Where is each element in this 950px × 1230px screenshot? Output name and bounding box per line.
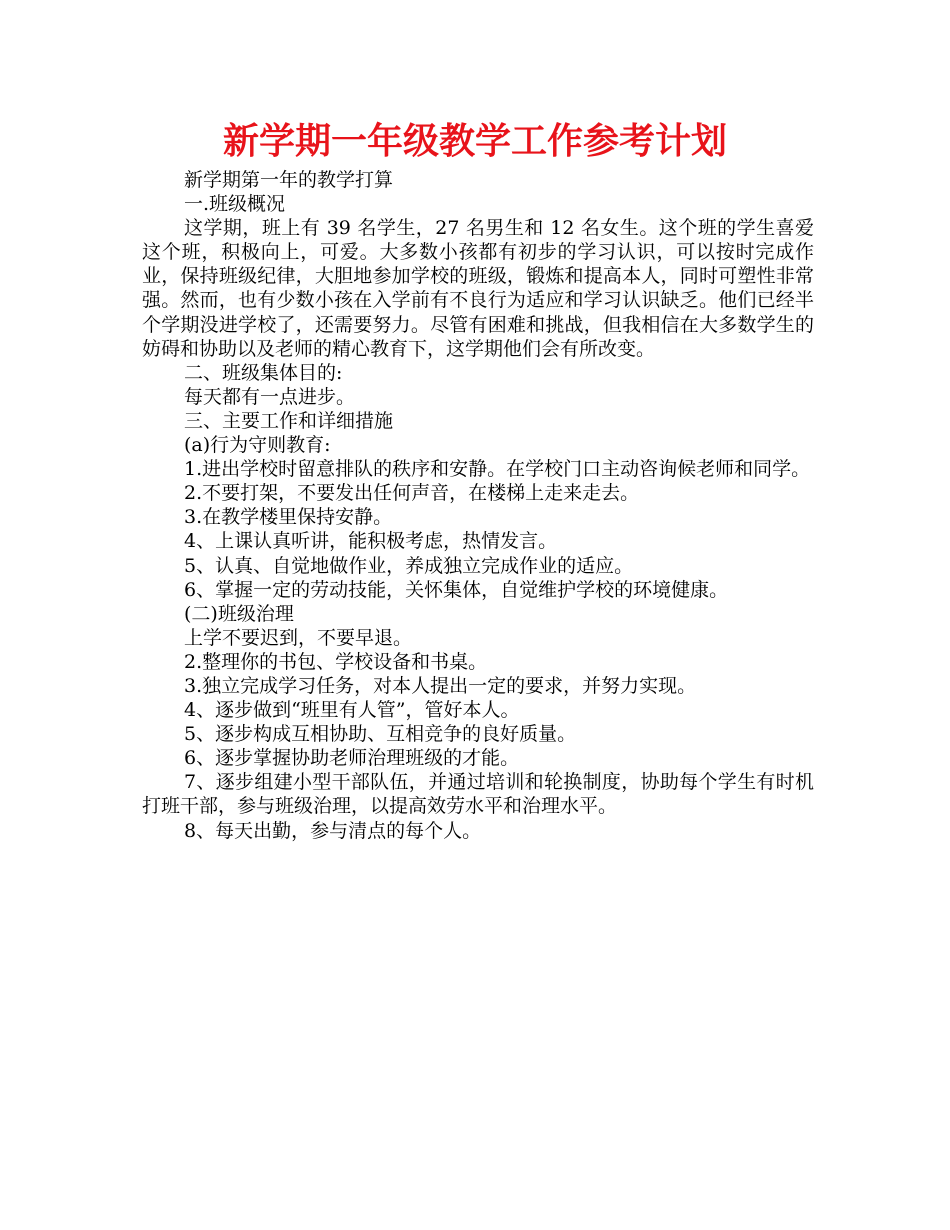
document-body xyxy=(142,168,814,843)
section-heading-class-goal: 二、班级集体目的: xyxy=(184,361,343,384)
list-item: 1.进出学校时留意排队的秩序和安静。在学校门口主动咨询候老师和同学。 xyxy=(184,458,811,481)
list-item: 7、逐步组建小型干部队伍，并通过培训和轮换制度，协助每个学生有时机打班干部，参与班级治理，以提高效劳水平和治理水平。 xyxy=(142,771,814,818)
list-item: 4、上课认真听讲，能积极考虑，热情发言。 xyxy=(184,530,558,553)
paragraph-class-overview: 这学期，班上有 39 名学生，27 名男生和 12 名女生。这个班的学生喜爱这个班，积极向上，可爱。大多数小孩都有初步的学习认识，可以按时完成作业，保持班级纪律，大胆地参加学校的班级，锻炼和提高本人，同时可塑性非常强。然而，也有少数小孩在入学前有不良行为适应和学习认识缺乏。他们已经半个学期没进学校了，还需要努力。尽管有困难和挑战，但我相信在大多数学生的妨碍和协助以及老师的精心教育下，这学期他们会有所改变。 xyxy=(142,217,814,360)
list-item: 6、逐步掌握协助老师治理班级的才能。 xyxy=(184,747,520,770)
subsection-heading-class-management: (二)班级治理 xyxy=(184,602,294,625)
list-item: 上学不要迟到，不要早退。 xyxy=(184,626,413,649)
list-item: 5、逐步构成互相协助、互相竞争的良好质量。 xyxy=(184,723,577,746)
list-item: 8、每天出勤，参与清点的每个人。 xyxy=(184,819,482,842)
list-item: 4、逐步做到“班里有人管”，管好本人。 xyxy=(184,699,520,722)
section-heading-class-overview: 一.班级概况 xyxy=(184,193,286,216)
list-item: 5、认真、自觉地做作业，养成独立完成作业的适应。 xyxy=(184,554,634,577)
list-item: 6、掌握一定的劳动技能，关怀集体，自觉维护学校的环境健康。 xyxy=(184,578,729,601)
paragraph-plan-heading: 新学期第一年的教学打算 xyxy=(184,169,394,191)
list-item: 2.整理你的书包、学校设备和书桌。 xyxy=(184,650,488,673)
paragraph-class-goal: 每天都有一点进步。 xyxy=(184,385,356,408)
list-item: 3.独立完成学习任务，对本人提出一定的要求，并努力实现。 xyxy=(184,674,697,697)
subsection-heading-conduct: (a)行为守则教育: xyxy=(184,434,331,457)
document-title: 新学期一年级教学工作参考计划 xyxy=(222,121,727,162)
list-item: 3.在教学楼里保持安静。 xyxy=(184,506,393,529)
section-heading-main-work: 三、主要工作和详细措施 xyxy=(184,409,394,432)
list-item: 2.不要打架，不要发出任何声音，在楼梯上走来走去。 xyxy=(184,482,640,505)
